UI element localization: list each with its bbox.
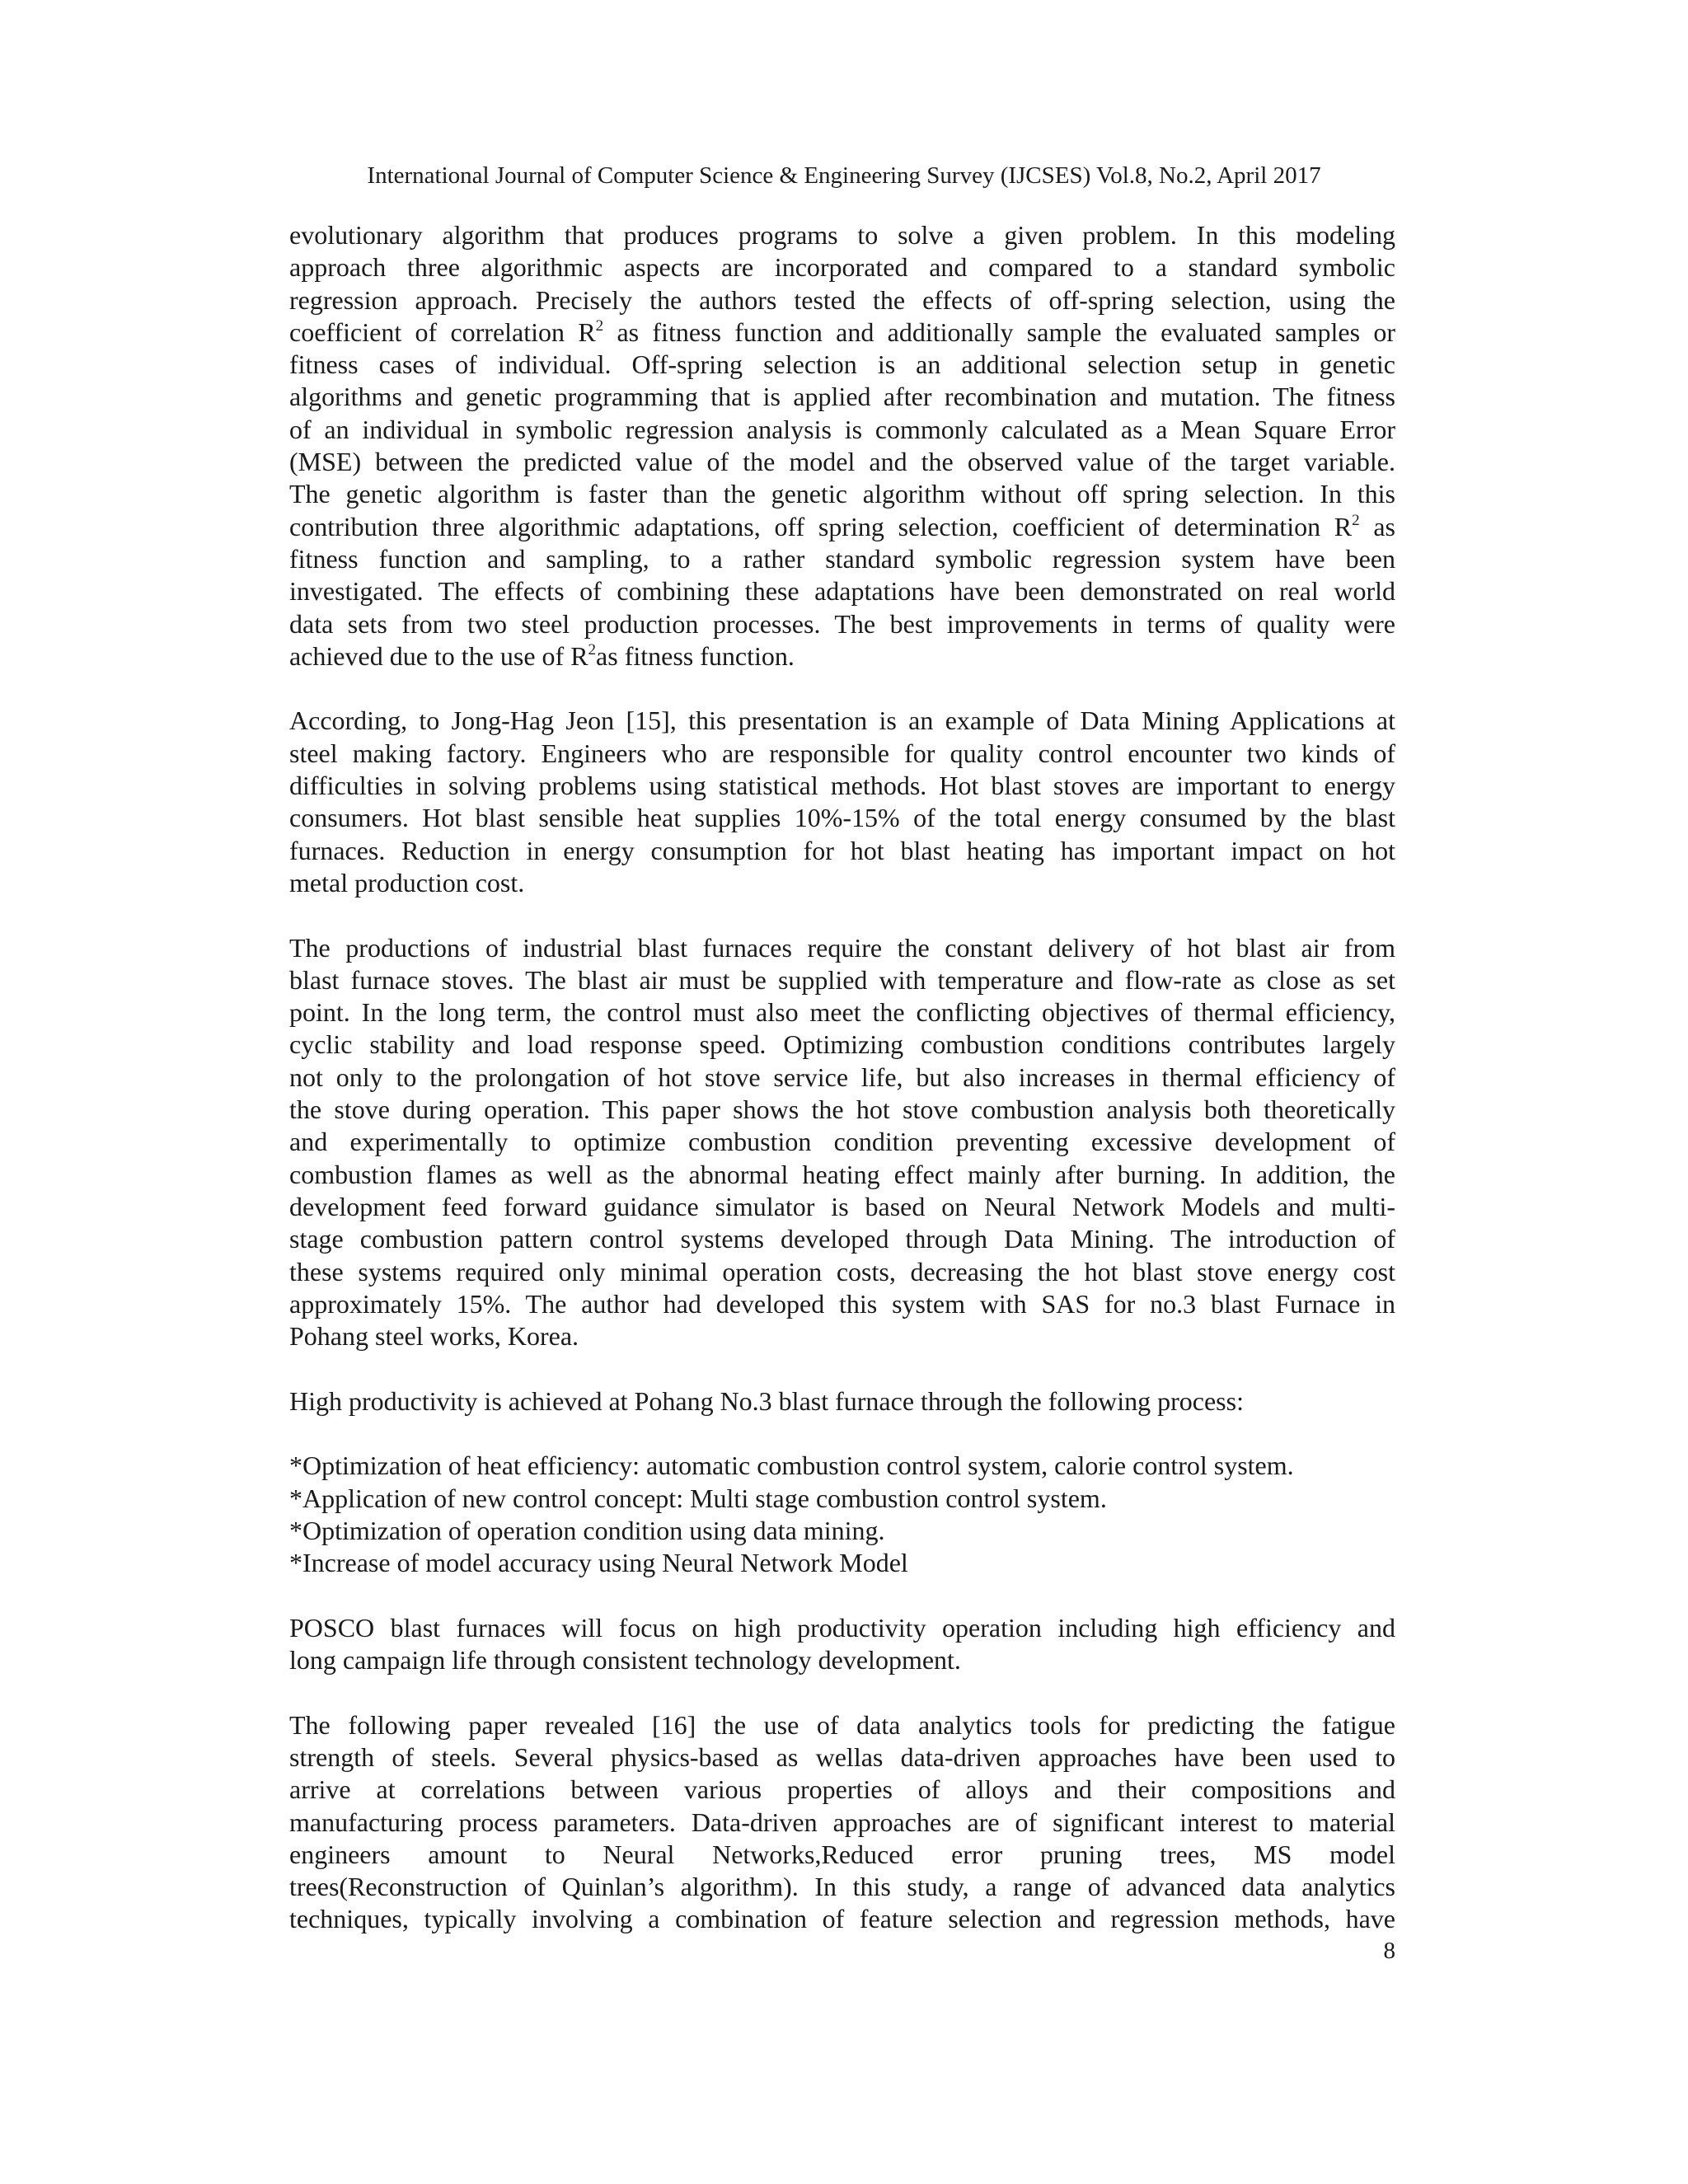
paragraph [289,932,1395,1353]
paragraph [289,1385,1395,1418]
text-segment: contribution three algorithmic adaptations, off spring selection, coefficient of determination R [289,511,1353,541]
paragraph-gap [289,673,1395,705]
text-line: *Optimization of operation condition using data mining. [289,1515,885,1545]
text-line: of an individual in symbolic regression analysis is commonly calculated as a Mean Square Error [289,414,1395,444]
paragraph [289,1709,1395,1936]
text-segment: coefficient of correlation R [289,316,596,347]
paragraph-gap [289,1676,1395,1708]
superscript: 2 [595,316,604,335]
text-line [289,316,1395,349]
text-line: fitness cases of individual. Off-spring selection is an additional selection setup in genetic [289,349,1395,380]
text-line: approximately 15%. The author had developed this system with SAS for no.3 blast Furnace in [289,1288,1395,1319]
text-line: evolutionary algorithm that produces programs to solve a given problem. In this modeling [289,220,1395,250]
text-line: and experimentally to optimize combustion condition preventing excessive development of [289,1127,1395,1157]
text-line: combustion flames as well as the abnormal heating effect mainly after burning. In addition, the [289,1159,1395,1189]
text-line: trees(Reconstruction of Quinlan’s algorithm). In this study, a range of advanced data analytics [289,1872,1395,1902]
text-line: regression approach. Precisely the authors tested the effects of off-spring selection, using the [289,284,1395,315]
text-line: (MSE) between the predicted value of the model and the observed value of the target variable. [289,447,1395,477]
text-line: approach three algorithmic aspects are incorporated and compared to a standard symbolic [289,252,1395,283]
text-line: long campaign life through consistent technology development. [289,1645,961,1675]
text-line: The productions of industrial blast furnaces require the constant delivery of hot blast air from [289,932,1395,963]
text-line: investigated. The effects of combining these adaptations have been demonstrated on real world [289,576,1395,607]
text-line [289,511,1395,543]
text-line: The genetic algorithm is faster than the genetic algorithm without off spring selection. In this [289,479,1395,509]
text-line: these systems required only minimal operation costs, decreasing the hot blast stove energy cost [289,1256,1395,1286]
text-segment: as fitness function. [596,640,795,671]
text-line: *Optimization of heat efficiency: automatic combustion control system, calorie control system. [289,1451,1294,1481]
text-line: strength of steels. Several physics-based as wellas data-driven approaches have been used to [289,1741,1395,1772]
text-line: According, to Jong-Hag Jeon [15], this presentation is an example of Data Mining Applications at [289,705,1395,736]
paragraph [289,705,1395,899]
text-line: blast furnace stoves. The blast air must be supplied with temperature and flow-rate as close as set [289,964,1395,995]
paragraph [289,1612,1395,1677]
text-line: fitness function and sampling, to a rather standard symbolic regression system have been [289,543,1395,574]
text-line: the stove during operation. This paper shows the hot stove combustion analysis both theoretically [289,1094,1395,1125]
text-line: *Application of new control concept: Multi stage combustion control system. [289,1483,1107,1513]
paragraph-gap [289,1579,1395,1611]
text-line [289,640,1395,673]
superscript: 2 [588,640,597,658]
text-line: data sets from two steel production processes. The best improvements in terms of quality were [289,608,1395,639]
text-line: difficulties in solving problems using statistical methods. Hot blast stoves are important to energy [289,771,1395,801]
text-line: manufacturing process parameters. Data-driven approaches are of significant interest to material [289,1807,1395,1837]
text-line: POSCO blast furnaces will focus on high productivity operation including high efficiency and [289,1612,1395,1643]
paragraph-gap [289,1352,1395,1385]
text-line: algorithms and genetic programming that is applied after recombination and mutation. The fitness [289,382,1395,412]
text-line: The following paper revealed [16] the use of data analytics tools for predicting the fatigue [289,1709,1395,1740]
paragraph-gap [289,1418,1395,1450]
journal-header: International Journal of Computer Science & Engineering Survey (IJCSES) Vol.8, No.2, April 2017 [367,162,1321,189]
text-line: engineers amount to Neural Networks,Reduced error pruning trees, MS model [289,1839,1395,1869]
text-line: not only to the prolongation of hot stove service life, but also increases in thermal efficiency of [289,1062,1395,1092]
text-line: metal production cost. [289,867,525,898]
text-segment: achieved due to the use of R [289,640,588,671]
superscript: 2 [1352,511,1360,529]
text-line: point. In the long term, the control must also meet the conflicting objectives of thermal efficiency, [289,997,1395,1028]
text-line: stage combustion pattern control systems developed through Data Mining. The introduction of [289,1224,1395,1254]
text-line: High productivity is achieved at Pohang No.3 blast furnace through the following process: [289,1385,1244,1416]
text-line: steel making factory. Engineers who are responsible for quality control encounter two kinds of [289,738,1395,768]
text-line: *Increase of model accuracy using Neural Network Model [289,1548,908,1578]
text-line: techniques, typically involving a combination of feature selection and regression methods, have [289,1904,1395,1934]
text-segment: as [1359,511,1396,541]
text-line: Pohang steel works, Korea. [289,1321,579,1352]
paragraph [289,1450,1395,1579]
text-line: development feed forward guidance simulator is based on Neural Network Models and multi- [289,1191,1395,1221]
text-line: arrive at correlations between various properties of alloys and their compositions and [289,1774,1395,1805]
paragraph [289,219,1395,673]
page-number: 8 [1383,1938,1395,1964]
text-segment: as fitness function and additionally sample the evaluated samples or [603,316,1396,347]
text-line: consumers. Hot blast sensible heat supplies 10%-15% of the total energy consumed by the blast [289,803,1395,833]
body-text [289,219,1395,1936]
text-line: cyclic stability and load response speed. Optimizing combustion conditions contributes largely [289,1029,1395,1060]
text-line: furnaces. Reduction in energy consumption for hot blast heating has important impact on hot [289,835,1395,865]
paragraph-gap [289,899,1395,931]
